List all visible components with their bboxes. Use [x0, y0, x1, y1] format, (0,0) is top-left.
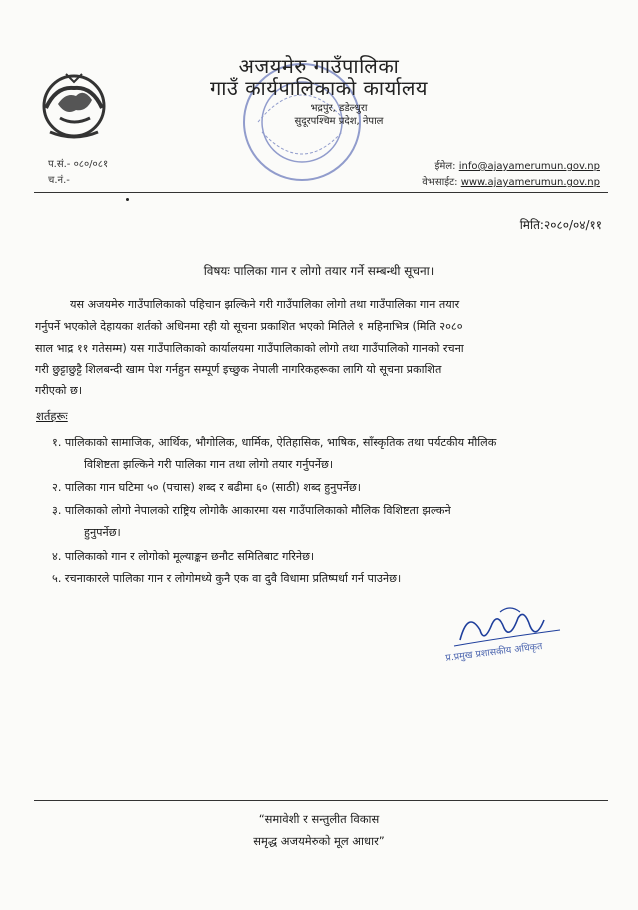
conditions-heading: शर्तहरूः [36, 409, 68, 423]
condition-item: ४. पालिकाको गान र लोगोको मूल्याङ्कन छनौट समितिबाट गरिनेछ। [52, 550, 315, 563]
website-row [422, 174, 600, 188]
letter-number: प.सं.- ०८०/०८१ [48, 159, 109, 170]
condition-item: १. पालिकाको सामाजिक, आर्थिक, भौगोलिक, धार्मिक, ऐतिहासिक, भाषिक, साँस्कृतिक तथा पर्यटकीय मौलिक [52, 436, 497, 449]
province-line: सुदूरपश्चिम प्रदेश, नेपाल [294, 116, 384, 127]
address-line: भद्रपुर, डडेल्धुरा [310, 103, 368, 114]
body-line: गरीएको छ। [35, 384, 83, 397]
condition-item: ३. पालिकाको लोगो नेपालको राष्ट्रिय लोगोकै आकारमा यस गाउँपालिकाको मौलिक विशिष्टता झल्कने [52, 504, 451, 517]
email-label: ईमेल: [434, 161, 456, 172]
header-divider [34, 192, 608, 193]
body-line: गर्नुपर्ने भएकोले देहायका शर्तको अधिनमा रही यो सूचना प्रकाशित भएको मितिले १ महिनाभित्र (मिति २०८० [35, 320, 463, 333]
footer-motto-line1: “समावेशी र सन्तुलीत विकास [258, 812, 380, 826]
condition-item: ५. रचनाकारले पालिका गान र लोगोमध्ये कुनै एक वा दुवै विधामा प्रतिष्पर्धा गर्न पाउनेछ। [52, 572, 402, 585]
divider-dot [126, 198, 129, 201]
email-row [435, 158, 600, 172]
footer-motto-line2: समृद्ध अजयमेरुको मूल आधार” [253, 834, 385, 848]
body-line: साल भाद्र ११ गतेसम्म) यस गाउँपालिकाको कार्यालयमा गाउँपालिकाको लोगो तथा गाउँपालिको गानको रचना [35, 342, 464, 355]
notice-date: मिति:२०८०/०४/११ [519, 218, 602, 232]
website-link[interactable]: www.ajayamerumun.gov.np [460, 177, 600, 188]
email-link[interactable]: info@ajayamerumun.gov.np [458, 161, 600, 172]
notice-subject: विषयः पालिका गान र लोगो तयार गर्ने सम्बन्धी सूचना। [203, 264, 435, 278]
dispatch-number: च.नं.- [48, 175, 70, 186]
signature-caption: प्र.प्रमुख प्रशासकीय अधिकृत [444, 641, 544, 664]
body-line: गरी छुट्टाछुट्टै शिलबन्दी खाम पेश गर्नहुन सम्पूर्ण इच्छुक नेपाली नागरिकहरूका लागि यो सूचना प्रकाशित [35, 363, 442, 376]
org-name: अजयमेरु गाउँपालिका [238, 54, 400, 78]
condition-item-cont: विशिष्टता झल्किने गरी पालिका गान तथा लोगो तयार गर्नुपर्नेछ। [84, 458, 334, 471]
body-line: यस अजयमेरु गाउँपालिकाको पहिचान झल्किने गरी गाउँपालिका लोगो तथा गाउँपालिका गान तयार [70, 298, 460, 311]
website-label: वेभसाईट: [422, 177, 458, 188]
condition-item-cont: हुनुपर्नेछ। [84, 526, 121, 539]
office-name: गाउँ कार्यपालिकाको कार्यालय [209, 76, 429, 100]
footer-divider [34, 800, 608, 801]
condition-item: २. पालिका गान घटिमा ५० (पचास) शब्द र बढीमा ६० (साठी) शब्द हुनुपर्नेछ। [52, 481, 362, 494]
